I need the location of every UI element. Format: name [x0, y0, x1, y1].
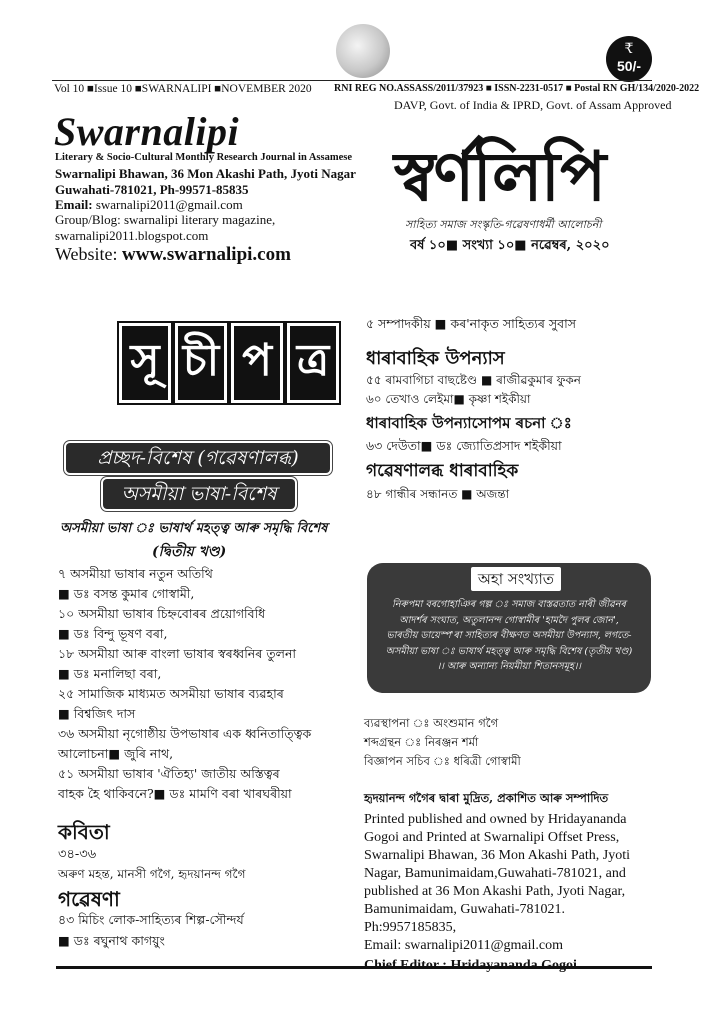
- imprint-line: Gogoi and Printed at Swarnalipi Offset Press,: [364, 830, 620, 845]
- contents-letter: ত্ৰ: [287, 323, 339, 403]
- email-label: Email:: [55, 197, 93, 212]
- research-serial-item: ৪৮ গান্ধীৰ সন্ধানত ■ অজন্তা: [366, 487, 510, 501]
- language-special-ribbon: অসমীয়া ভাষা-বিশেষ: [103, 479, 295, 509]
- list-item: আলোচনা■ জুৰি নাথ,: [58, 746, 174, 761]
- novelette-heading: ধাৰাবাহিক উপন্যাসোপম ৰচনা ঃ: [366, 414, 572, 432]
- email-value[interactable]: swarnalipi2011@gmail.com: [95, 197, 243, 212]
- poetry-authors: অৰুণ মহন্ত, মানসী গগৈ, হৃদয়ানন্দ গগৈ: [58, 867, 246, 881]
- feature-title: অসমীয়া ভাষা ঃ ভাষাৰ্থ মহত্ত্ব আৰু সমৃদ্ধি বিশেষ: [60, 521, 328, 536]
- tagline: সাহিত্য সমাজ সংস্কৃতি-গৱেষণাধৰ্মী আলোচনী: [405, 218, 602, 231]
- chief-editor: Chief Editor : Hridayananda Gogoi: [364, 958, 577, 973]
- price-badge: [606, 36, 652, 82]
- next-issue-title: অহা সংখ্যাত: [471, 567, 561, 591]
- blog-line-2[interactable]: swarnalipi2011.blogspot.com: [55, 228, 209, 243]
- imprint-line: published at 36 Mon Akashi Path, Jyoti Nagar,: [364, 884, 626, 899]
- list-item: ■ ডঃ মনালিছা বৰা,: [58, 666, 162, 681]
- journal-subtitle: Literary & Socio-Cultural Monthly Research Journal in Assamese: [55, 152, 352, 163]
- editorial-item: ৫ সম্পাদকীয় ■ কৰ'নাকৃত সাহিত্যৰ সুবাস: [366, 316, 577, 331]
- imprint-line: Nagar, Bamunimaidam,Guwahati-781021, and: [364, 866, 626, 881]
- brand-title: Swarnalipi: [54, 109, 240, 154]
- feature-subtitle: (দ্বিতীয় খণ্ড): [152, 544, 227, 560]
- novelette-item: ৬৩ দেউতা■ ডঃ জ্যোতিপ্ৰসাদ শইকীয়া: [366, 438, 562, 453]
- notice-line: অসমীয়া ভাষা ঃ ভাষাৰ্থ মহত্ত্ব আৰু সমৃদ্ধি বিশেষ (তৃতীয় খণ্ড): [385, 645, 633, 657]
- imprint-email[interactable]: Email: swarnalipi2011@gmail.com: [364, 938, 564, 953]
- list-item: ২৫ সামাজিক মাধ্যমত অসমীয়া ভাষাৰ ব্যৱহাৰ: [58, 686, 284, 701]
- assamese-logo: স্বৰ্ণলিপি: [394, 138, 605, 217]
- contents-letter: সূ: [119, 323, 171, 403]
- list-item: ৭ অসমীয়া ভাষাৰ নতুন অতিথি: [58, 566, 213, 581]
- email-line: [55, 197, 243, 213]
- list-item: ■ ডঃ বসন্ত কুমাৰ গোস্বামী,: [58, 586, 195, 601]
- notice-line: নিৰুপমা বৰগোহাঞিৰ গল্প ঃ সমাজ বাস্তৱতাত নাৰী জীৱনৰ: [392, 599, 626, 610]
- next-issue-box: [367, 563, 651, 693]
- website-link[interactable]: www.swarnalipi.com: [122, 244, 291, 265]
- research-serial-heading: গৱেষণালব্ধ ধাৰাবাহিক: [366, 461, 519, 481]
- staff-typesetting: শব্দগ্ৰন্থন ঃ নিৰঞ্জন শৰ্মা: [364, 735, 479, 749]
- contents-letter: চী: [175, 323, 227, 403]
- staff-manager: ব্যৱস্থাপনা ঃ অংশুমান গগৈ: [364, 716, 499, 730]
- approval-text: DAVP, Govt. of India & IPRD, Govt. of Assam Approved: [394, 98, 672, 112]
- research-heading: গৱেষণা: [58, 887, 120, 911]
- imprint-line: Ph:9957185835,: [364, 920, 457, 935]
- imprint-assamese: হৃদয়ানন্দ গগৈৰ দ্বাৰা মুদ্ৰিত, প্ৰকাশিত আৰু সম্পাদিত: [364, 791, 609, 805]
- contents-letter: প: [231, 323, 283, 403]
- website-label: Website:: [55, 244, 118, 264]
- registration-meta: RNI REG NO.ASSASS/2011/37923 ■ ISSN-2231-0517 ■ Postal RN GH/134/2020-2022: [334, 83, 700, 94]
- website-line: [55, 244, 291, 266]
- next-issue-body: [375, 597, 643, 675]
- serial-heading: ধাৰাবাহিক উপন্যাস: [366, 348, 505, 369]
- cover-special-ribbon: প্ৰচ্ছদ-বিশেষ (গৱেষণালব্ধ): [66, 443, 330, 473]
- serial-item: ৬০ তেখাও লেইমা■ কৃষ্ণা শইকীয়া: [366, 392, 531, 406]
- poetry-heading: কবিতা: [58, 820, 110, 844]
- staff-ad-secretary: বিজ্ঞাপন সচিব ঃ ধৰিত্ৰী গোস্বামী: [364, 754, 521, 768]
- imprint-line: Bamunimaidam, Guwahati-781021.: [364, 902, 566, 917]
- list-item: বাহক হৈ থাকিবনে?■ ডঃ মামণি বৰা খাৰঘৰীয়া: [58, 786, 292, 801]
- list-item: ৫১ অসমীয়া ভাষাৰ 'ঐতিহ্য' জাতীয় অস্তিত্বৰ: [58, 766, 280, 781]
- contents-banner: [117, 323, 341, 403]
- address-line-1: Swarnalipi Bhawan, 36 Mon Akashi Path, Jyoti Nagar: [55, 166, 356, 181]
- address-line-2: Guwahati-781021, Ph-99571-85835: [55, 182, 249, 197]
- emblem-image: [336, 24, 390, 78]
- notice-line: ।। আৰু অন্যান্য নিয়মীয়া শিতানসমূহ।।: [437, 661, 581, 672]
- bottom-divider: [56, 966, 652, 969]
- poetry-pages: ৩৪-৩৬: [58, 847, 97, 862]
- list-item: ১৮ অসমীয়া আৰু বাংলা ভাষাৰ স্বৰধ্বনিৰ তুলনা: [58, 646, 297, 661]
- imprint-line: Printed published and owned by Hridayananda: [364, 812, 627, 827]
- research-author: ■ ডঃ ৰঘুনাথ কাগয়ুং: [58, 933, 165, 948]
- list-item: ৩৬ অসমীয়া নৃগোষ্ঠীয় উপভাষাৰ এক ধ্বনিতাত্ত্বিক: [58, 726, 312, 741]
- notice-line: ভাৰতীয় ডায়েস্প'ৰা সাহিত্যৰ বীক্ষণত অসমীয়া উপন্যাস, লগতে-: [386, 630, 632, 641]
- research-item: ৪৩ মিচিং লোক-সাহিত্যৰ শিল্প-সৌন্দৰ্য: [58, 912, 244, 927]
- issue-meta: Vol 10 ■Issue 10 ■SWARNALIPI ■NOVEMBER 2020: [54, 83, 312, 95]
- list-item: ■ ডঃ বিন্দু ভূষণ বৰা,: [58, 626, 168, 641]
- top-divider: [52, 80, 652, 81]
- imprint-line: Swarnalipi Bhawan, 36 Mon Akashi Path, Jyoti: [364, 848, 630, 863]
- list-item: ■ বিশ্বজিৎ দাস: [58, 706, 136, 721]
- blog-line-1: Group/Blog: swarnalipi literary magazine,: [55, 212, 276, 227]
- notice-line: আদৰ্শৰ সংঘাত, অতুলানন্দ গোস্বামীৰ 'হামদৈ পুলৰ জোন',: [399, 614, 619, 626]
- serial-item: ৫৫ ৰামবাগিচা বাছষ্টেণ্ড ■ ৰাজীৱকুমাৰ ফুকন: [366, 373, 581, 387]
- price-value: 50/-: [616, 58, 642, 74]
- rupee-icon: ₹: [624, 41, 634, 57]
- list-item: ১০ অসমীয়া ভাষাৰ চিহ্নবোৰৰ প্ৰয়োগবিধি: [58, 606, 266, 621]
- issue-line: বৰ্ষ ১০■ সংখ্যা ১০■ নৱেম্বৰ, ২০২০: [410, 238, 610, 253]
